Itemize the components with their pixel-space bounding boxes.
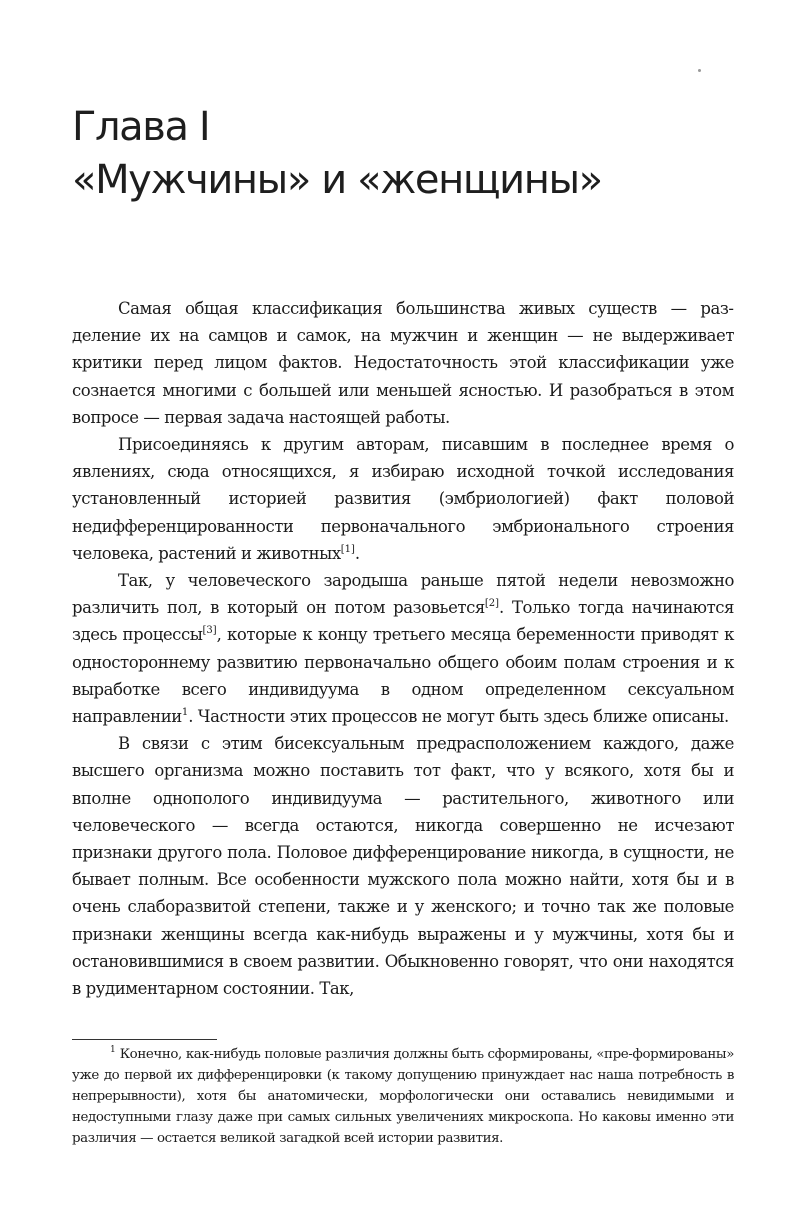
paragraph-text: Самая общая классификация большинства живых существ — разделение их на самцов и самок, на мужчин и женщин — не выдерживает критики перед лицом фактов. Недостаточность этой классификации уже сознается многими с большей или меньшей ясностью. И разобраться в этом вопросе — первая задача настоящей работы. bbox=[72, 299, 734, 427]
body-paragraph bbox=[72, 730, 734, 1002]
print-speck bbox=[698, 69, 701, 72]
body-text bbox=[72, 295, 734, 1002]
paragraph-text: В связи с этим бисексуальным предрасположением каждого, даже высшего организма можно поставить тот факт, что у всякого, хотя бы и вполне однополого индивидуума — растительного, животного или человеческого — всегда остаются, никогда совершенно не исчезают признаки другого пола. Половое дифференцирование никогда, в сущности, не бывает полным. Все особенности мужского пола можно найти, хотя бы и в очень слаборазвитой степени, также и у женского; и точно так же половые признаки женщины всегда как-нибудь выражены и у мужчины, хотя бы и остановившимися в своем развитии. Обыкновенно говорят, что они находятся в рудиментарном состоянии. Так, bbox=[72, 734, 734, 999]
chapter-heading bbox=[72, 101, 752, 207]
paragraph-text: , которые к концу третьего месяца беременности приводят к одностороннему развитию первоначально общего обоим полам строения и к выработке всего индивидуума в одном определенном сексуальном направлении bbox=[72, 625, 734, 727]
note-reference: [1] bbox=[340, 543, 355, 555]
footnote-marker: 1 bbox=[110, 1045, 116, 1055]
chapter-number: Глава I bbox=[72, 104, 210, 150]
body-paragraph bbox=[72, 431, 734, 567]
paragraph-text: . bbox=[354, 543, 360, 563]
paragraph-text: . Частности этих процессов не могут быть здесь ближе описаны. bbox=[188, 707, 729, 727]
body-paragraph bbox=[72, 567, 734, 730]
note-reference: [3] bbox=[202, 625, 217, 637]
paragraph-text: Так, у человеческого зародыша раньше пятой недели невозможно различить пол, в который он потом разовьется bbox=[72, 571, 734, 618]
chapter-title: «Мужчины» и «женщины» bbox=[72, 157, 602, 203]
note-reference: [2] bbox=[484, 598, 499, 610]
paragraph-text: Присоединяясь к другим авторам, писавшим в последнее время о явлениях, сюда относящихся, я избираю исходной точкой исследования установленный историей развития (эмбриологией) факт половой недифференцированности первоначального эмбрионального строения человека, растений и животных bbox=[72, 435, 734, 563]
note-reference: 1 bbox=[181, 707, 189, 719]
footnote-text: Конечно, как-нибудь половые различия должны быть сформированы, «пре-формированы» уже до первой их дифференцировки (к такому допущению принуждает нас наша потребность в непрерывности), хотя бы анатомически, морфологически они оставались невидимыми и недоступными глазу даже при самых сильных увеличениях микроскопа. Но каковы именно эти различия — остается великой загадкой всей истории развития. bbox=[72, 1047, 734, 1146]
footnote bbox=[72, 1044, 734, 1149]
footnote-rule bbox=[72, 1039, 217, 1040]
footnote-paragraph bbox=[72, 1044, 734, 1149]
paragraph-text: . Только тогда начинаются здесь процессы bbox=[72, 598, 734, 645]
body-paragraph bbox=[72, 295, 734, 431]
